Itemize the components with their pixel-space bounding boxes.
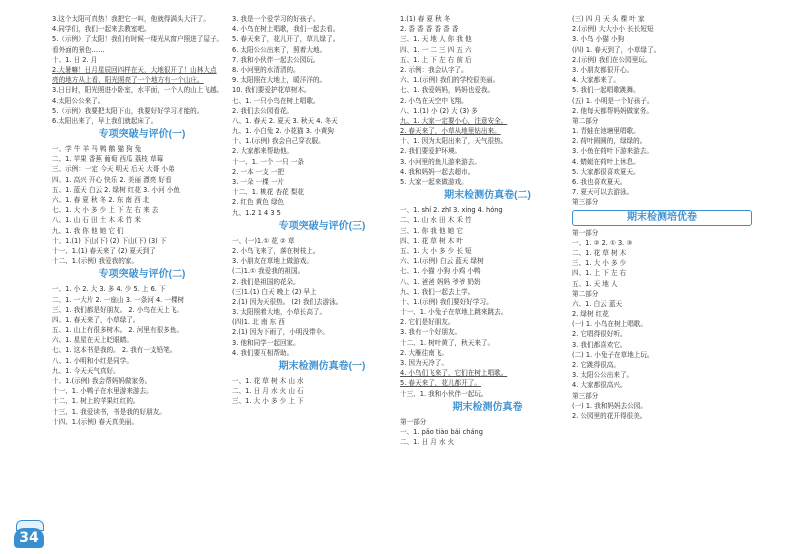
answer-line: 十一、1.(1) 春天来了 (2) 夏天到了 xyxy=(52,246,156,255)
answer-line: 3. 小朋友都很开心。 xyxy=(572,65,634,74)
answer-column-1 xyxy=(52,14,232,427)
answer-line: 3. 我是一个爱学习的好孩子。 xyxy=(232,15,320,23)
answer-line: 三、1. 天 地 人 你 我 他 xyxy=(400,35,472,44)
section-heading: 期末检测仿真卷(一) xyxy=(278,361,366,372)
answer-line: 四、1. 春天来了，小草绿了。 xyxy=(52,315,140,324)
answer-line: 5. 大家一起来做游戏。 xyxy=(400,178,468,186)
answer-line: 四、1. 一 二 三 四 五 六 xyxy=(400,45,472,54)
page-number: 34 xyxy=(14,528,44,548)
answer-line: 七、1. 这本书是我的。 2. 我有一支铅笔。 xyxy=(52,346,177,355)
answer-line: 第二部分 xyxy=(572,289,599,298)
section-heading: 期末检测仿真卷 xyxy=(452,401,523,413)
page-number-badge xyxy=(14,520,54,550)
answer-line: 三、1. 我们都是好朋友。 2. 小鸟在天上飞。 xyxy=(52,305,183,314)
answer-line: 四、1. 上 下 左 右 xyxy=(572,269,627,278)
answer-line: 4. 小鸟们飞来了，它们在树上唱歌。 xyxy=(400,369,508,378)
answer-line: 十、1. 日 2. 月 xyxy=(52,55,98,64)
answer-line: 十二、1.(示例) 我爱我的家。 xyxy=(52,257,139,266)
answer-line: 2. 它跳得很高。 xyxy=(572,361,620,369)
answer-line: 2. 大雁往南飞。 xyxy=(400,348,448,357)
answer-line: (一) 1. 我和妈妈去公园。 xyxy=(572,401,647,410)
answer-line: 2. 小鸟飞来了，落在树枝上。 xyxy=(232,246,320,255)
answer-line: (三)1.(1) 白天 晚上 (2) 早上 xyxy=(232,287,317,296)
answer-line: 5. 大家都很喜欢夏天。 xyxy=(572,167,640,176)
answer-line: 六、1. 春 夏 秋 冬 2. 东 南 西 北 xyxy=(52,196,150,204)
answer-line: 二、1. 一大片 2. 一座山 3. 一条河 4. 一棵树 xyxy=(52,295,185,304)
answer-line: 2.(示例) 我们在公园里玩。 xyxy=(572,55,652,64)
answer-line: 6.太阳出来了，早上我们就起床了。 xyxy=(52,116,158,125)
answer-line: 3. 小朋友在草地上做游戏。 xyxy=(232,257,313,266)
answer-line: 2. 他每天都帮妈妈做家务。 xyxy=(572,106,653,115)
answer-line: 2.大暑嘛！日月星辰回四样在天，大地很开了！山林大点 xyxy=(52,65,217,74)
answer-line: 八、1. 爸爸 妈妈 爷爷 奶奶 xyxy=(400,277,481,286)
answer-line: 十、1.(1) 下山(下) (2) 下山(下) (3) 下 xyxy=(52,236,167,245)
answer-line: 二、1. 日 月 水 火 xyxy=(400,438,455,447)
answer-line: 2. 它们是好朋友。 xyxy=(400,318,455,327)
answer-line: 2. 我们是祖国的花朵。 xyxy=(232,277,300,286)
answer-column-4 xyxy=(572,14,752,421)
answer-line: 4. 小鸟在树上唱歌，我们一起去看。 xyxy=(232,25,340,34)
answer-line: 十二、1. 树上的苹果红红的。 xyxy=(52,397,140,406)
answer-line: 五、1. 天 地 人 xyxy=(572,279,618,288)
answer-line: 九、1. 我们一起去上学。 xyxy=(400,287,475,296)
answer-line: 1. 青蛙在池塘里唱歌。 xyxy=(572,127,640,136)
answer-line: 九、1. 大家一定要小心，注意安全。 xyxy=(400,116,508,125)
answer-line: 3. 小鸟 小猫 小狗 xyxy=(572,35,625,44)
answer-line: 2. 红色 黄色 绿色 xyxy=(232,198,285,207)
answer-line: 十三、1. 我爱读书，书是我的好朋友。 xyxy=(52,407,166,416)
answer-line: 4. 大家都来了。 xyxy=(572,76,620,85)
answer-line: 2. 绿树 红花 xyxy=(572,310,609,319)
answer-line: 七、1. 一只小鸟在树上唱歌。 xyxy=(232,96,320,105)
answer-column-2 xyxy=(232,14,412,407)
answer-line: 4.太阳公公来了。 xyxy=(52,96,105,105)
answer-line: 九、1. 小白兔 2. 小花猫 3. 小黄狗 xyxy=(232,127,334,136)
answer-line: 2. 春天来了，小草从地里钻出来。 xyxy=(400,127,501,136)
answer-line: 一、1. pǎo tiào bái cháng xyxy=(400,427,483,436)
answer-line: 5.（示例）了太阳！我们有时候一缕光从窗户照进了屋子。 xyxy=(52,35,224,44)
answer-line: 亮的地方从上看，阳光照亮了一个地方有一个山庄。 xyxy=(52,76,204,85)
answer-line: 3. 太阳照着大地，小草长高了。 xyxy=(232,308,327,317)
answer-line: 10. 我们要爱护花草树木。 xyxy=(232,86,311,95)
answer-line: 2. 公园里的花开得很美。 xyxy=(572,411,647,420)
answer-line: 8. 小河里的水清清的。 xyxy=(232,65,300,74)
answer-line: 六、1. 星星在天上眨眼睛。 xyxy=(52,336,133,345)
answer-line: 2. 示例：我会认字了。 xyxy=(400,65,468,74)
answer-line: 2. 荷叶圆圆的，绿绿的。 xyxy=(572,137,647,146)
answer-line: 一、1. ② 2. ① 3. ③ xyxy=(572,238,633,247)
answer-line: 十、1. 因为太阳出来了，天气很热。 xyxy=(400,137,508,146)
answer-line: 七、1. 小猫 小狗 小鸡 小鸭 xyxy=(400,267,481,276)
answer-line: 3. 我有一个好朋友。 xyxy=(400,328,462,337)
answer-line: 十四、1.(示例) 春天真美丽。 xyxy=(52,417,139,426)
answer-line: 2. 大家都来帮助他。 xyxy=(232,147,294,156)
answer-line: 一、1. 花 草 树 木 山 水 xyxy=(232,377,304,385)
answer-line: 3. 一朵 一棵 一片 xyxy=(232,178,285,186)
answer-line: 3. 太阳公公出来了。 xyxy=(572,371,634,380)
section-heading: 专项突破与评价(三) xyxy=(278,220,366,232)
answer-line: 八、1. 小明和小红是同学。 xyxy=(52,356,133,365)
answer-line: 二、1. 山 水 田 木 禾 竹 xyxy=(400,216,472,225)
answer-line: (二) 1. 小兔子在草地上玩。 xyxy=(572,350,654,359)
section-heading: 专项突破与评价(一) xyxy=(98,129,186,141)
section-heading: 专项突破与评价(二) xyxy=(98,269,186,281)
answer-line: 八、1. 山 石 田 土 木 禾 竹 米 xyxy=(52,216,141,225)
answer-line: (二)1.① 我爱我的祖国。 xyxy=(232,267,305,276)
answer-line: 二、1. 苹果 香蕉 葡萄 西瓜 荔枝 草莓 xyxy=(52,155,164,164)
answer-line: 第三部分 xyxy=(572,391,599,400)
answer-line: 八、1.(1) 小 (2) 大 (3) 多 xyxy=(400,106,478,115)
answer-line: 6. 太阳公公出来了，照着大地。 xyxy=(232,45,327,54)
answer-line: 十、1.(示例) 我会自己穿衣服。 xyxy=(232,137,325,146)
answer-line: 2. 我们去公园看花。 xyxy=(232,106,294,115)
answer-line: 6. 我也喜欢夏天。 xyxy=(572,178,627,186)
answer-line: 三、1. 大 小 多 少 xyxy=(572,259,627,268)
answer-line: (四) 1. 春天到了，小草绿了。 xyxy=(572,45,661,54)
answer-line: 六、1.(示例) 白云 蓝天 绿树 xyxy=(400,257,484,266)
answer-line: 七、1. 大 小 多 少 上 下 左 右 来 去 xyxy=(52,206,159,215)
answer-line: 3.日日时，阳光照进小卧室，水平面，一个人的山上飞越。 xyxy=(52,86,224,95)
answer-line: 四、1. 花 草 树 木 叶 xyxy=(400,236,463,245)
answer-line: 一、1. 小 2. 大 3. 多 4. 少 5. 上 6. 下 xyxy=(52,285,166,294)
answer-line: 4. 大家都很高兴。 xyxy=(572,381,627,390)
answer-line: 一、1. shí 2. zhī 3. xíng 4. hóng xyxy=(400,206,503,215)
answer-line: 九、1.2 1 4 3 5 xyxy=(232,208,281,217)
answer-line: 一、(一)1.① 花 ② 草 xyxy=(232,236,295,245)
answer-line: 十、1.(示例) 我们要好好学习。 xyxy=(400,297,493,306)
answer-column-3 xyxy=(400,14,575,447)
answer-line: 第一部分 xyxy=(572,228,599,237)
answer-line: 第二部分 xyxy=(572,116,599,125)
answer-line: 2. 它唱得很好听。 xyxy=(572,330,627,339)
answer-line: 5. 春天来了，花儿开了，草儿绿了。 xyxy=(232,35,340,44)
answer-line: 十二、1. 树叶黄了，秋天来了。 xyxy=(400,338,495,347)
answer-line: 一、学 牛 羊 马 鸭 鹅 猫 狗 兔 xyxy=(52,145,142,154)
answer-line: 4.同学们，我们一起来去教室吧。 xyxy=(52,25,151,34)
answer-line: 十、1.(示例) 我会帮妈妈做家务。 xyxy=(52,377,152,385)
answer-line: 三、1. 你 我 他 她 它 xyxy=(400,226,463,235)
answer-line: (三) 四 月 天 头 棵 叶 家 xyxy=(572,15,645,23)
answer-line: 九、1. 我 你 他 她 它 们 xyxy=(52,226,124,235)
answer-line: 3. 他和同学一起回家。 xyxy=(232,338,300,347)
answer-line: 3. 我们都喜欢它。 xyxy=(572,340,627,349)
answer-line: 五、1. 上 下 左 右 前 后 xyxy=(400,55,472,64)
answer-line: 五、1. 山上有很多树木。 2. 河里有很多鱼。 xyxy=(52,326,183,335)
answer-line: 二、1. 日 月 水 火 山 石 xyxy=(232,387,304,396)
answer-line: 五、1. 大 小 多 少 长 短 xyxy=(400,246,472,255)
answer-line: 7. 我和小伙伴一起去公园玩。 xyxy=(232,55,320,64)
answer-line: 5. 我们一起唱歌跳舞。 xyxy=(572,86,640,95)
answer-line: 第一部分 xyxy=(400,417,427,426)
answer-line: 二、1. 花 草 树 木 xyxy=(572,248,627,257)
answer-line: 十一、1. 小鸭子在水里游来游去。 xyxy=(52,387,153,396)
answer-line: 2. 我们要爱护环境。 xyxy=(400,147,462,156)
answer-line: 2.(1) 因为下雨了，小明没带伞。 xyxy=(232,328,329,337)
answer-line: 2. 一本 一支 一把 xyxy=(232,167,285,176)
answer-line: 3. 因为天冷了。 xyxy=(400,359,448,367)
answer-line: 1.(1) 春 夏 秋 冬 xyxy=(400,15,451,23)
answer-line: 十一、1. 一个 一只 一条 xyxy=(232,157,304,166)
answer-line: 看外面的景色…… xyxy=(52,45,105,54)
answer-line: 第三部分 xyxy=(572,198,599,207)
answer-line: 9. 太阳照在大地上，暖洋洋的。 xyxy=(232,76,327,85)
answer-line: (一) 1. 小鸟在树上唱歌。 xyxy=(572,320,647,329)
answer-line: 5.（示例）我要把太阳下山，我要好好学习才能的。 xyxy=(52,106,204,115)
answer-line: 四、1. 高兴 开心 快乐 2. 美丽 漂亮 好看 xyxy=(52,175,172,184)
answer-line: 5. 春天来了，花儿都开了。 xyxy=(400,379,481,388)
answer-line: 三、示例：一定 今天 明天 后天 大哥 小弟 xyxy=(52,165,175,174)
answer-line: 7. 夏天可以去游泳。 xyxy=(572,188,634,197)
answer-line: 三、1. 大 小 多 少 上 下 xyxy=(232,397,304,406)
answer-line: 3.这个太阳可真热！我把它一叫，他就得满头大汗了。 xyxy=(52,15,210,23)
answer-line: 2.(1) 因为天很热。 (2) 我们去游泳。 xyxy=(232,297,343,306)
answer-line: 3. 小河里的鱼儿游来游去。 xyxy=(400,157,481,166)
answer-line: 九、1. 今天天气真好。 xyxy=(52,366,120,375)
answer-line: 六、1.(示例) 我们的学校很美丽。 xyxy=(400,76,500,85)
answer-line: 十三、1. 我和小伙伴一起玩。 xyxy=(400,389,488,398)
answer-line: 十二、1. 桃花 杏花 梨花 xyxy=(232,188,304,197)
answer-line: 4. 蜻蜓在荷叶上休息。 xyxy=(572,157,640,166)
answer-line: 4. 我们要互相帮助。 xyxy=(232,348,294,357)
section-heading: 期末检测培优卷 xyxy=(572,210,752,226)
section-heading: 期末检测仿真卷(二) xyxy=(444,190,531,202)
answer-line: 2. 香 香 香 香 香 香 xyxy=(400,25,459,34)
answer-line: 七、1. 我爱妈妈，妈妈也爱我。 xyxy=(400,86,495,95)
answer-line: (五) 1. 小明是一个好孩子。 xyxy=(572,96,654,105)
answer-line: 3. 小鱼在荷叶下游来游去。 xyxy=(572,147,653,156)
answer-line: 五、1. 蓝天 白云 2. 绿树 红花 3. 小河 小鱼 xyxy=(52,185,180,194)
answer-line: (四)1. 北 南 东 西 xyxy=(232,318,285,327)
answer-line: 八、1. 春天 2. 夏天 3. 秋天 4. 冬天 xyxy=(232,116,338,125)
answer-line: 六、1. 白云 蓝天 xyxy=(572,299,623,308)
answer-line: 2. 小鸟在天空中飞翔。 xyxy=(400,96,468,105)
answer-line: 4. 我和妈妈一起去超市。 xyxy=(400,167,475,176)
answer-line: 2.(示例) 大大小小 长长短短 xyxy=(572,25,654,34)
answer-line: 十一、1. 小兔子在草地上跳来跳去。 xyxy=(400,308,508,317)
